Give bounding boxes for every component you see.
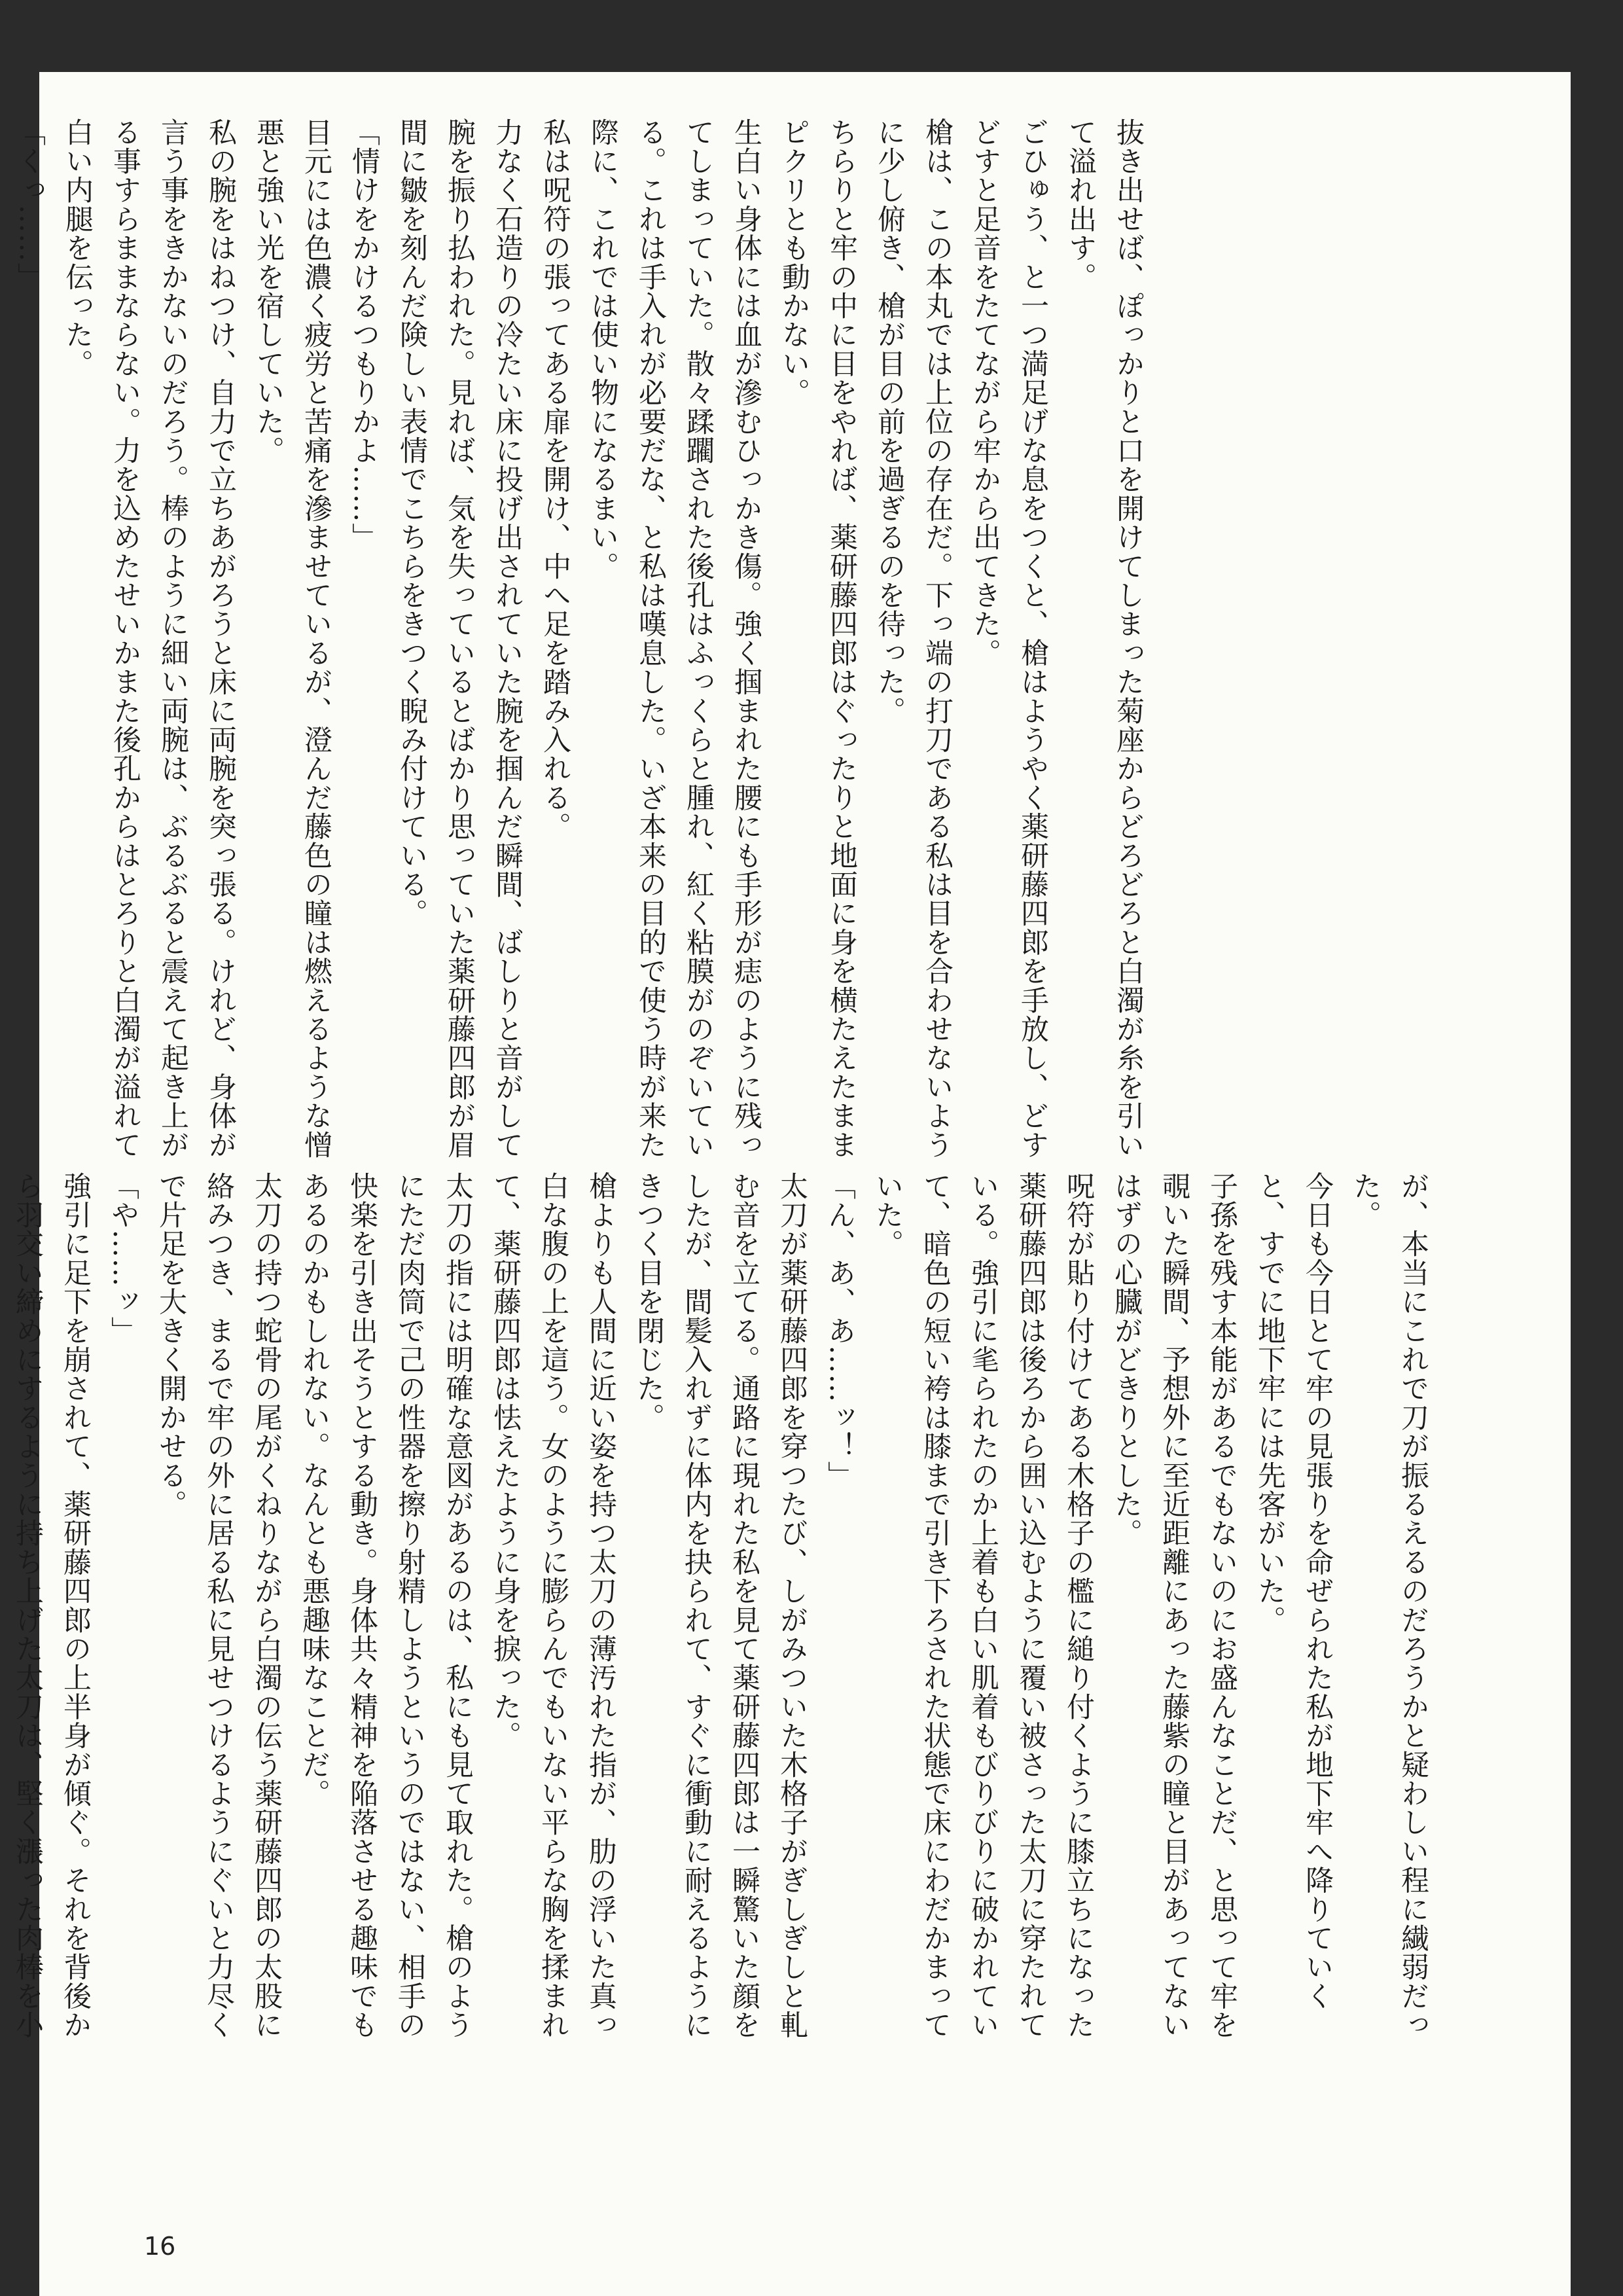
page-number: 16 [144, 2232, 176, 2261]
paragraph: 「ん、あ、あ……ッ！」 [823, 1172, 856, 1490]
paragraph: 生白い身体には血が滲むひっかき傷。強く掴まれた腰にも手形が痣のように残ってしまっていた。散々蹂躙された後孔はふっくらと腫れ、紅く粘膜がのぞいている。これは手入れが必要だな、と私は嘆息した。いざ本来の目的で使う時が来た際に、これでは使い物になるまい。 [586, 118, 762, 1160]
book-page [11, 72, 1571, 2296]
paragraph: 呪符が貼り付けてある木格子の檻に縋り付くように膝立ちになった薬研藤四郎は後ろから囲い込むように覆い被さった太刀に穿たれている。強引に毟られたのか上着も白い肌着もびりびりに破かれていて、暗色の短い袴は膝まで引き下ろされた状態で床にわだかまっていた。 [871, 1172, 1095, 2039]
paragraph: 太刀が薬研藤四郎を穿つたび、しがみついた木格子がぎしぎしと軋む音を立てる。通路に現れた私を見て薬研藤四郎は一瞬驚いた顔をしたが、間髪入れずに体内を抉られて、すぐに衝動に耐えるようにきつく目を閉じた。 [632, 1172, 808, 2039]
paragraph: が、本当にこれで刀が振るえるのだろうかと疑わしい程に繊弱だった。 [1349, 1172, 1429, 2039]
paragraph: 抜き出せば、ぽっかりと口を開けてしまった菊座からどろどろと白濁が糸を引いて溢れ出す。 [1064, 118, 1145, 1160]
paragraph: ちらりと牢の中に目をやれば、薬研藤四郎はぐったりと地面に身を横たえたままピクリとも動かない。 [777, 118, 858, 1160]
paragraph: 子孫を残す本能があるでもないのにお盛んなことだ、と思って牢を覗いた瞬間、予想外に至近距離にあった藤紫の瞳と目があってないはずの心臓がどきりとした。 [1110, 1172, 1238, 2039]
paragraph: 「情けをかけるつもりかよ……」 [348, 118, 380, 552]
paragraph: 太刀の指には明確な意図があるのは、私にも見て取れた。槍のようにただ肉筒で己の性器を擦り射精しようというのではない、相手の快楽を引き出そうとする動き。身体共々精神を陥落させる趣味でもあるのかもしれない。なんとも悪趣味なことだ。 [298, 1172, 474, 2039]
text-block-bottom [11, 1172, 1436, 2049]
text-block-top [13, 118, 1152, 1172]
paragraph: 私の腕をはねつけ、自力で立ちあがろうと床に両腕を突っ張る。けれど、身体が言う事をきかないのだろう。棒のように細い両腕は、ぶるぶると震えて起き上がる事すらままならない。力を込めたせいかまた後孔からはとろりと白濁が溢れて白い内腿を伝った。 [61, 118, 237, 1160]
paragraph: 強引に足下を崩されて、薬研藤四郎の上半身が傾ぐ。それを背後から羽交い締めにするように持ち上げた太刀は、堅く漲った肉棒を小 [11, 1172, 92, 2039]
paragraph: 「くっ……」 [13, 118, 46, 292]
paragraph: 今日も今日とて牢の見張りを命ぜられた私が地下牢へ降りていくと、すでに地下牢には先客がいた。 [1253, 1172, 1334, 2011]
paragraph: 私は呪符の張ってある扉を開け、中へ足を踏み入れる。 [539, 118, 571, 842]
paragraph: 槍は、この本丸では上位の存在だ。下っ端の打刀である私は目を合わせないように少し俯き、槍が目の前を過ぎるのを待った。 [873, 118, 954, 1160]
paragraph [0, 118, 5, 1172]
paragraph: 槍よりも人間に近い姿を持つ太刀の薄汚れた指が、肋の浮いた真っ白な腹の上を這う。女のように膨らんでもいない平らな胸を揉まれて、薬研藤四郎は怯えたように身を捩った。 [489, 1172, 617, 2039]
paragraph: 太刀の持つ蛇骨の尾がくねりながら白濁の伝う薬研藤四郎の太股に絡みつき、まるで牢の外に居る私に見せつけるようにぐいと力尽くで片足を大きく開かせる。 [154, 1172, 283, 2039]
paragraph: 目元には色濃く疲労と苦痛を滲ませているが、澄んだ藤色の瞳は燃えるような憎悪と強い光を宿していた。 [252, 118, 332, 1160]
paragraph: 力なく石造りの冷たい床に投げ出されていた腕を掴んだ瞬間、ばしりと音がして腕を振り払われた。見れば、気を失っているとばかり思っていた薬研藤四郎が眉間に皺を刻んだ険しい表情でこちらをきつく睨み付けている。 [395, 118, 524, 1160]
paragraph: 「や……ッ」 [107, 1172, 139, 1346]
paragraph: ごひゅう、と一つ満足げな息をつくと、槍はようやく薬研藤四郎を手放し、どすどすと足音をたてながら牢から出てきた。 [969, 118, 1049, 1160]
